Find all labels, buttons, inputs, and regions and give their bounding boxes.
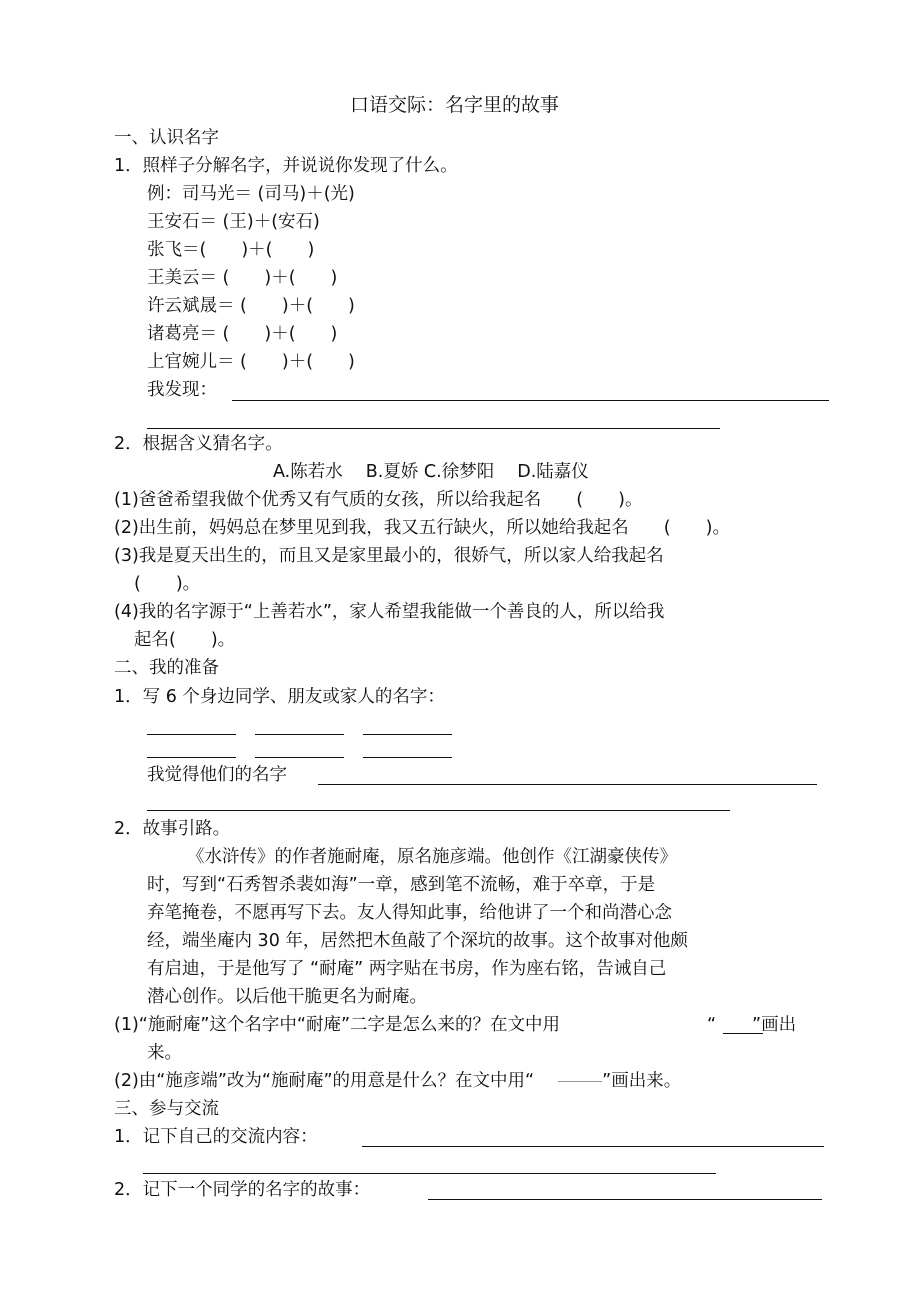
name-line: 诸葛亮＝ ( )＋( )	[147, 324, 338, 344]
story-question-2-tail: ”画出来。	[602, 1071, 682, 1091]
name-blank[interactable]	[147, 734, 236, 735]
guess-item-1: (1)爸爸希望我做个优秀又有气质的女孩，所以给我起名 ( )。	[114, 490, 643, 510]
wavy-line-sample	[558, 1081, 602, 1082]
name-line: 许云斌晟＝ ( )＋( )	[147, 296, 355, 316]
exchange-answer-line-2[interactable]	[143, 1173, 716, 1174]
story-question-1-mark: “	[707, 1015, 717, 1035]
story-question-1-tail: ”画出	[752, 1015, 797, 1035]
guess-item-2: (2)出生前，妈妈总在梦里见到我，我又五行缺火，所以她给我起名 ( )。	[114, 518, 730, 538]
story-line: 时，写到“石秀智杀裴如海”一章，感到笔不流畅，难于卒章，于是	[147, 875, 656, 895]
classmate-story-line[interactable]	[428, 1199, 822, 1200]
section-2-q1-prompt: 1．写 6 个身边同学、朋友或家人的名字：	[114, 687, 445, 707]
name-line: 王安石＝ (王)＋(安石)	[147, 212, 320, 232]
page-title: 口语交际：名字里的故事	[350, 94, 560, 116]
story-question-1-cont: 来。	[147, 1043, 182, 1063]
name-blank[interactable]	[147, 757, 236, 758]
story-question-2	[114, 1070, 681, 1092]
feeling-label: 我觉得他们的名字	[147, 765, 287, 785]
name-line: 上官婉儿＝ ( )＋( )	[147, 352, 355, 372]
name-line: 王美云＝ ( )＋( )	[147, 268, 338, 288]
section-1-heading: 一、认识名字	[114, 128, 219, 148]
story-question-1: (1)“施耐庵”这个名字中“耐庵”二字是怎么来的？在文中用	[114, 1015, 561, 1035]
section-3-q2: 2．记下一个同学的名字的故事：	[114, 1180, 371, 1200]
discovery-answer-line[interactable]	[232, 400, 829, 401]
name-blank[interactable]	[363, 757, 452, 758]
section-2-heading: 二、我的准备	[114, 658, 219, 678]
guess-item-3-answer: ( )。	[134, 574, 201, 594]
story-line: 弃笔掩卷，不愿再写下去。友人得知此事，给他讲了一个和尚潜心念	[147, 903, 672, 923]
name-blank[interactable]	[255, 734, 344, 735]
story-line: 《水浒传》的作者施耐庵，原名施彦端。他创作《江湖豪侠传》	[187, 847, 677, 867]
name-options: A.陈若水 B.夏娇 C.徐梦阳 D.陆嘉仪	[273, 462, 589, 482]
story-question-2-text: (2)由“施彦端”改为“施耐庵”的用意是什么？在文中用“	[114, 1071, 535, 1091]
story-line: 潜心创作。以后他干脆更名为耐庵。	[147, 987, 427, 1007]
feeling-answer-line[interactable]	[318, 784, 817, 785]
example-line: 例：司马光＝ (司马)＋(光)	[147, 184, 355, 204]
discovery-answer-line-2[interactable]	[147, 428, 720, 429]
question-2-prompt: 2．根据含义猜名字。	[114, 434, 283, 454]
discovery-label: 我发现：	[147, 380, 217, 400]
guess-item-4: (4)我的名字源于“上善若水”，家人希望我能做一个善良的人，所以给我	[114, 602, 665, 622]
section-3-q1: 1．记下自己的交流内容：	[114, 1127, 318, 1147]
name-line: 张飞＝( )＋( )	[147, 240, 315, 260]
question-1-prompt: 1．照样子分解名字，并说说你发现了什么。	[114, 156, 458, 176]
story-line: 经，端坐庵内 30 年，居然把木鱼敲了个深坑的故事。这个故事对他颇	[147, 931, 688, 951]
story-line: 有启迪，于是他写了 “耐庵” 两字贴在书房，作为座右铭，告诫自己	[147, 959, 667, 979]
guess-item-3: (3)我是夏天出生的，而且又是家里最小的，很娇气，所以家人给我起名	[114, 546, 664, 566]
section-2-q2-prompt: 2．故事引路。	[114, 819, 231, 839]
name-blank[interactable]	[255, 757, 344, 758]
section-3-heading: 三、参与交流	[114, 1099, 219, 1119]
feeling-answer-line-2[interactable]	[147, 810, 730, 811]
exchange-answer-line[interactable]	[362, 1146, 824, 1147]
name-blank[interactable]	[363, 734, 452, 735]
guess-item-4-answer: 起名( )。	[134, 630, 236, 650]
